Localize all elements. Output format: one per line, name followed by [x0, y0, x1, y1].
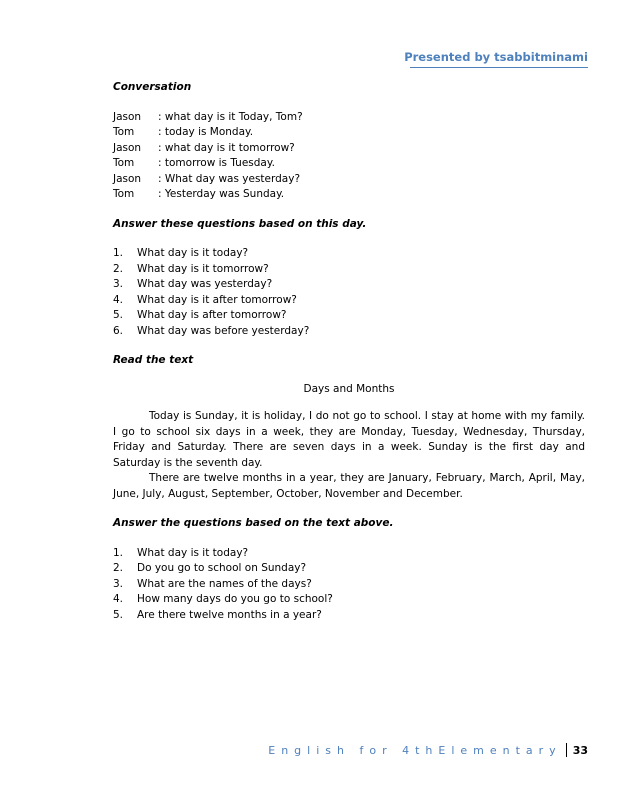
item-number: 4.: [113, 293, 124, 306]
item-text: What day is it tomorrow?: [137, 262, 269, 275]
dialogue-text: : what day is it tomorrow?: [158, 141, 295, 154]
list-item: [113, 592, 585, 608]
list-item: [113, 246, 585, 262]
dialogue-line: [113, 172, 585, 188]
dialogue-line: [113, 187, 585, 203]
speaker-name: Jason: [113, 172, 142, 185]
item-text: What day is it today?: [137, 546, 249, 559]
list-item: [113, 608, 585, 624]
speaker-name: Tom: [113, 188, 135, 200]
item-text: What day is it today?: [137, 247, 249, 259]
dialogue-line: [113, 110, 585, 126]
speaker-name: Jason: [113, 110, 142, 123]
list-item: [113, 577, 585, 593]
item-text: What day was before yesterday?: [137, 324, 310, 337]
passage-title: Days and Months: [303, 382, 395, 395]
list-item: [113, 561, 585, 577]
spacer: [113, 339, 585, 353]
questions2-title: Answer the questions based on the text above.: [113, 517, 394, 529]
dialogue-line: [113, 125, 585, 141]
speaker-name: Jason: [113, 141, 142, 154]
item-text: What day was yesterday?: [137, 278, 273, 290]
list-item: [113, 277, 585, 293]
passage-paragraph: Today is Sunday, it is holiday, I do not go to school. I stay at home with my family. I go to school six days in a week, they are Monday, Tuesday, Wednesday, Thursday, Friday and Saturday. There are seven days in a week. Sunday is the first day and Saturday is the seventh day.: [113, 410, 585, 469]
list-item: [113, 546, 585, 562]
dialogue-line: [113, 141, 585, 157]
reading-title: Read the text: [113, 354, 194, 366]
speaker-name: Tom: [113, 126, 135, 138]
questions2-list: [113, 546, 585, 624]
page-content: [113, 80, 585, 623]
dialogue-text: : what day is it Today, Tom?: [158, 110, 303, 123]
list-item: [113, 262, 585, 278]
item-number: 1.: [113, 247, 124, 259]
item-number: 5.: [113, 608, 124, 621]
item-number: 3.: [113, 278, 124, 290]
item-text: Do you go to school on Sunday?: [137, 562, 307, 574]
spacer: [113, 502, 585, 516]
conversation-dialogue: [113, 110, 585, 203]
item-number: 1.: [113, 546, 124, 559]
list-item: [113, 308, 585, 324]
page-number: 33: [572, 743, 588, 757]
item-number: 2.: [113, 562, 124, 574]
item-text: Are there twelve months in a year?: [137, 608, 322, 621]
conversation-title: Conversation: [113, 81, 192, 93]
list-item: [113, 293, 585, 309]
item-number: 2.: [113, 262, 124, 275]
passage-paragraph: There are twelve months in a year, they are January, February, March, April, May, June, July, August, September, October, November and December.: [113, 472, 585, 500]
page-footer: [268, 743, 588, 757]
footer-label: English for 4thElementary: [268, 743, 562, 757]
item-text: How many days do you go to school?: [137, 593, 333, 605]
header-rule: [410, 67, 588, 68]
dialogue-line: [113, 156, 585, 172]
questions1-title: Answer these questions based on this day.: [113, 217, 367, 230]
dialogue-text: : Yesterday was Sunday.: [158, 188, 285, 200]
spacer: [113, 203, 585, 217]
item-number: 5.: [113, 309, 124, 321]
item-number: 6.: [113, 324, 124, 337]
item-text: What day is it after tomorrow?: [137, 293, 297, 306]
dialogue-text: : tomorrow is Tuesday.: [158, 157, 275, 169]
presenter-header: Presented by tsabbitminami: [404, 50, 588, 64]
questions1-list: [113, 246, 585, 339]
dialogue-text: : What day was yesterday?: [158, 172, 301, 185]
item-number: 4.: [113, 593, 124, 605]
list-item: [113, 324, 585, 340]
speaker-name: Tom: [113, 157, 135, 169]
item-text: What day is after tomorrow?: [137, 309, 287, 321]
item-text: What are the names of the days?: [137, 577, 312, 590]
item-number: 3.: [113, 577, 124, 590]
dialogue-text: : today is Monday.: [158, 126, 254, 138]
footer-divider: [566, 743, 567, 757]
